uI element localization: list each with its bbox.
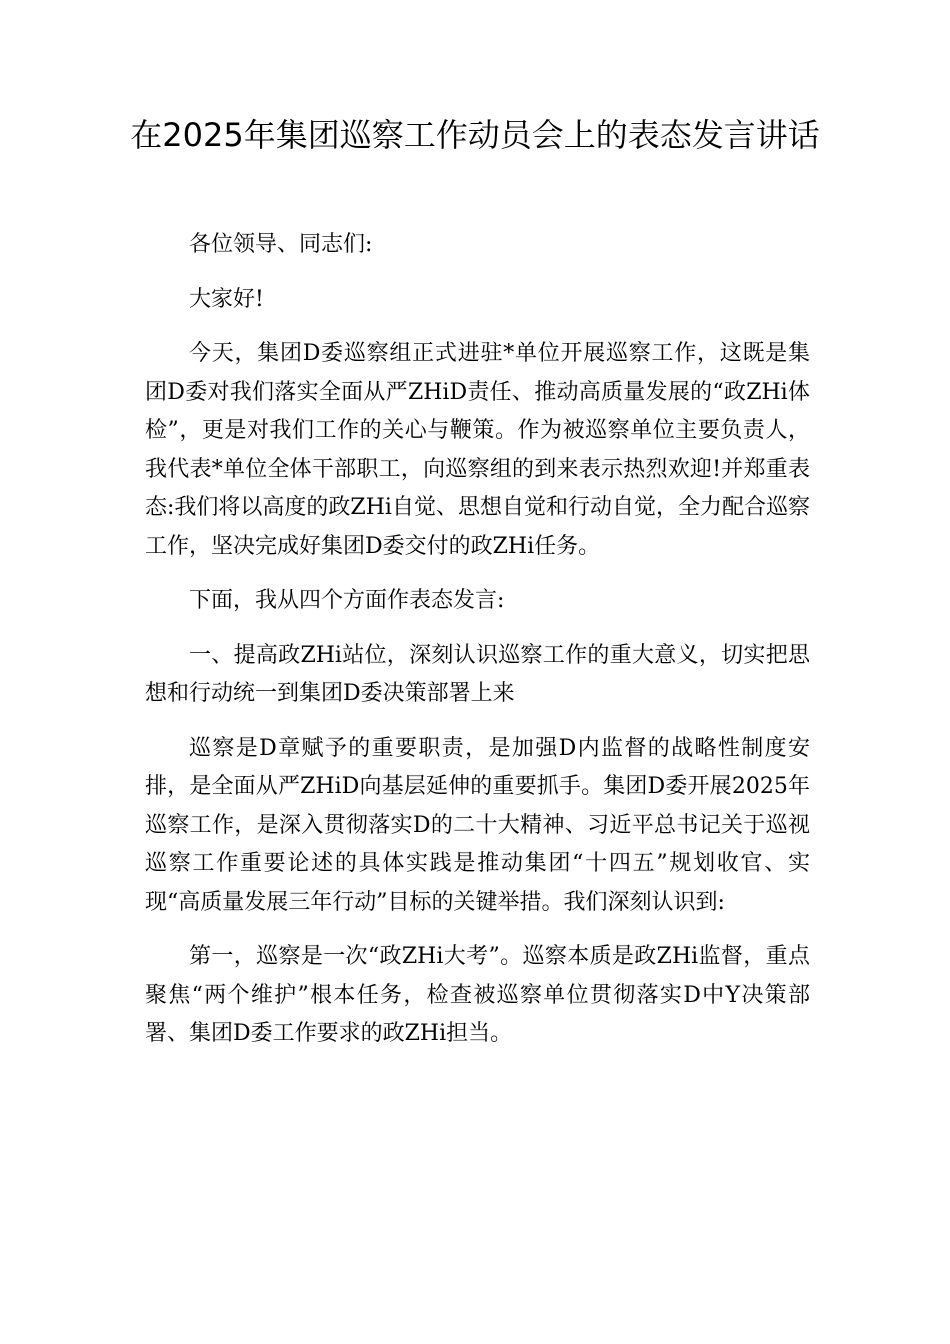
paragraph: 第一，巡察是一次“政ZHi大考”。巡察本质是政ZHi监督，重点聚焦“两个维护”根本任务，检查被巡察单位贯彻落实D中Y决策部署、集团D委工作要求的政ZHi担当。 bbox=[145, 944, 810, 1046]
salutation: 各位领导、同志们: bbox=[189, 232, 373, 257]
paragraph: 巡察是D章赋予的重要职责，是加强D内监督的战略性制度安排，是全面从严ZHiD向基层延伸的重要抓手。集团D委开展2025年巡察工作，是深入贯彻落实D的二十大精神、习近平总书记关于巡视巡察工作重要论述的具体实践是推动集团“十四五”规划收官、实现“高质量发展三年行动”目标的关键举措。我们深刻认识到: bbox=[145, 735, 810, 915]
section-heading: 一、提高政ZHi站位，深刻认识巡察工作的重大意义，切实把思想和行动统一到集团D委决策部署上来 bbox=[145, 642, 810, 706]
paragraph: 下面，我从四个方面作表态发言: bbox=[189, 588, 505, 613]
greeting: 大家好! bbox=[189, 286, 264, 312]
document-title: 在2025年集团巡察工作动员会上的表态发言讲话 bbox=[130, 116, 820, 154]
paragraph: 今天，集团D委巡察组正式进驻*单位开展巡察工作，这既是集团D委对我们落实全面从严ZHiD责任、推动高质量发展的“政ZHi体检”，更是对我们工作的关心与鞭策。作为被巡察单位主要负责人，我代表*单位全体干部职工，向巡察组的到来表示热烈欢迎!并郑重表态:我们将以高度的政ZHi自觉、思想自觉和行动自觉，全力配合巡察工作，坚决完成好集团D委交付的政ZHi任务。 bbox=[145, 341, 811, 559]
document-body bbox=[145, 226, 810, 1070]
